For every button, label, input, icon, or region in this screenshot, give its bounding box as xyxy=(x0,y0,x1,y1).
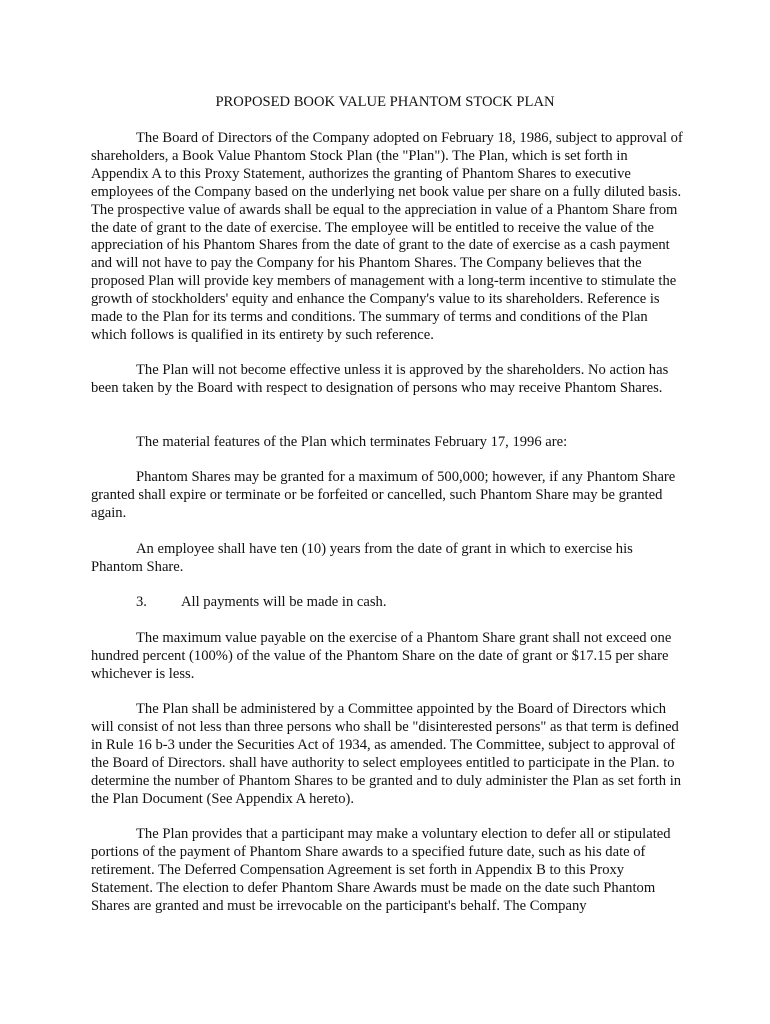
paragraph-administration: The Plan shall be administered by a Committee appointed by the Board of Directors which will consist of not less than three persons who shall be "disinterested persons" as that term is defined in Rule 16 b-3 under the Securities Act of 1934, as amended. The Committee, subject to approval of the Board of Directors. shall have authority to select employees entitled to participate in the Plan. to determine the number of Phantom Shares to be granted and to duly administer the Plan as set forth in the Plan Document (See Appendix A hereto). xyxy=(91,701,682,807)
paragraph-maximum-value: The maximum value payable on the exercise of a Phantom Share grant shall not exceed one hundred percent (100%) of the value of the Phantom Share on the date of grant or $17.15 per share whichever is less. xyxy=(91,630,672,682)
paragraph-material-features: The material features of the Plan which terminates February 17, 1996 are: xyxy=(136,434,568,450)
item-text: All payments will be made in cash. xyxy=(181,594,387,610)
numbered-item-cash-payments xyxy=(136,594,686,612)
document-title: PROPOSED BOOK VALUE PHANTOM STOCK PLAN xyxy=(215,94,555,110)
paragraph-maximum-shares: Phantom Shares may be granted for a maximum of 500,000; however, if any Phantom Share granted shall expire or terminate or be forfeited or cancelled, such Phantom Share may be granted again. xyxy=(91,469,676,521)
paragraph-exercise-period: An employee shall have ten (10) years from the date of grant in which to exercise his Phantom Share. xyxy=(91,541,633,575)
paragraph-deferral-election: The Plan provides that a participant may make a voluntary election to defer all or stipulated portions of the payment of Phantom Share awards to a specified future date, such as his date of retirement. The Deferred Compensation Agreement is set forth in Appendix B to this Proxy Statement. The election to defer Phantom Share Awards must be made on the date such Phantom Shares are granted and must be irrevocable on the participant's behalf. The Company xyxy=(91,826,671,914)
paragraph-effectiveness: The Plan will not become effective unless it is approved by the shareholders. No action has been taken by the Board with respect to designation of persons who may receive Phantom Shares. xyxy=(91,362,669,396)
item-number: 3. xyxy=(136,594,147,610)
paragraph-plan-adoption: The Board of Directors of the Company adopted on February 18, 1986, subject to approval of shareholders, a Book Value Phantom Stock Plan (the "Plan"). The Plan, which is set forth in Appendix A to this Proxy Statement, authorizes the granting of Phantom Shares to executive employees of the Company based on the underlying net book value per share on a fully diluted basis. The prospective value of awards shall be equal to the appreciation in value of a Phantom Share from the date of grant to the date of exercise. The employee will be entitled to receive the value of the appreciation of his Phantom Shares from the date of grant to the date of exercise as a cash payment and will not have to pay the Company for his Phantom Shares. The Company believes that the proposed Plan will provide key members of management with a long-term incentive to stimulate the growth of stockholders' equity and enhance the Company's value to its shareholders. Reference is made to the Plan for its terms and conditions. The summary of terms and conditions of the Plan which follows is qualified in its entirety by such reference. xyxy=(91,130,683,343)
